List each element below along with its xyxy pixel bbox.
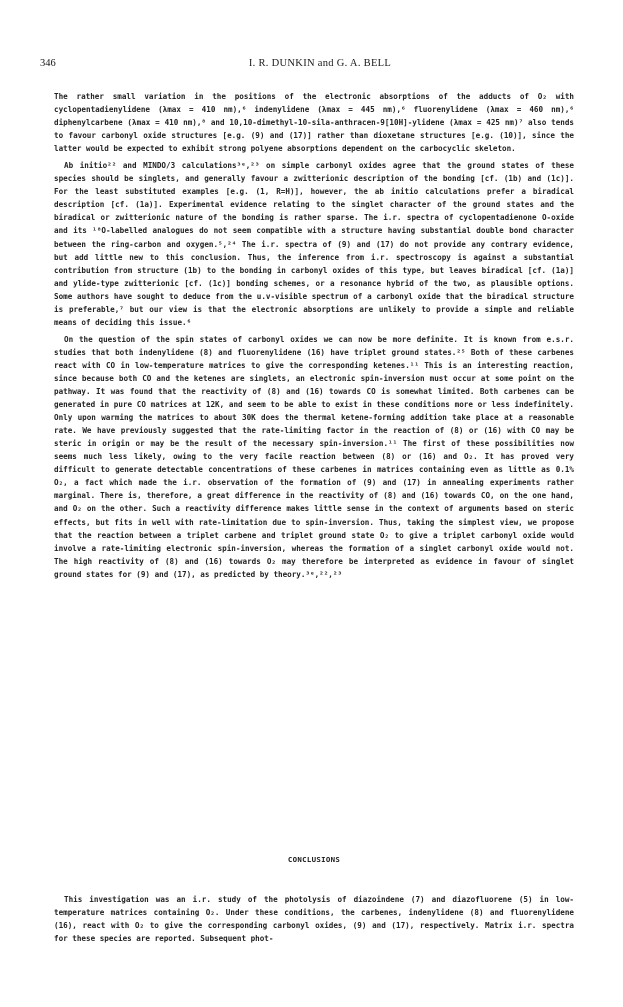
paragraph-conclusions: This investigation was an i.r. study of the photolysis of diazoindene (7) and diazofluorene (5) in low-temperature matrices containing O₂. Under these conditions, the carbenes, indenylidene (8) and fluorenylidene (16), react with O₂ to give the corresponding carbonyl oxides, (9) and (17), respectively. Matrix i.r. spectra for these species are reported. Subsequent phot- xyxy=(54,895,574,944)
paragraph-electronic-absorptions: The rather small variation in the positions of the electronic absorptions of the adducts of O₂ with cyclopentadienylidene (λmax = 410 nm),⁶ indenylidene (λmax = 445 nm),⁶ fluorenylidene (λmax = 460 nm),⁶ diphenylcarbene (λmax = 410 nm),⁸ and 10,10-dimethyl-10-sila-anthracen-9[10H]-ylidene (λmax = 425 nm)⁷ also tends to favour carbonyl oxide structures [e.g. (9) and (17)] rather than dioxetane structures [e.g. (10)], since the latter would be expected to exhibit strong polyene absorptions dependent on the carbocyclic skeleton. xyxy=(54,92,574,154)
page-number: 346 xyxy=(40,58,56,69)
paragraph-ab-initio: Ab initio²² and MINDO/3 calculations³ᵉ,²³ on simple carbonyl oxides agree that the ground states of these species should be singlets, and generally favour a zwitterionic description of the bonding [cf. (1b) and (1c)]. For the least substituted examples [e.g. (1, R=H)], however, the ab initio calculations prefer a biradical description [cf. (1a)]. Experimental evidence relating to the singlet character of the ground states and the biradical or zwitterionic nature of the bonding is rather sparse. The i.r. spectra of cyclopentadienone O-oxide and its ¹⁸O-labelled analogues do not seem compatible with a structure having substantial double bond character between the ring-carbon and oxygen.⁵,²⁴ The i.r. spectra of (9) and (17) do not provide any contrary evidence, but add little new to this conclusion. Thus, the inference from i.r. spectroscopy is against a substantial contribution from structure (1b) to the bonding in carbonyl oxides of this type, but leaves biradical [cf. (1a)] and ylide-type zwitterionic [cf. (1c)] bonding schemes, or a resonance hybrid of the two, as plausible options. Some authors have sought to deduce from the u.v-visible spectrum of a carbonyl oxide that the biradical structure is preferable,⁷ but our view is that the electronic absorptions are unlikely to provide a simple and reliable means of deciding this issue.⁶ xyxy=(54,161,574,327)
running-header-authors: I. R. DUNKIN and G. A. BELL xyxy=(248,58,392,69)
body-text xyxy=(54,90,574,581)
running-header xyxy=(40,58,600,72)
paragraph-spin-states: On the question of the spin states of carbonyl oxides we can now be more definite. It is known from e.s.r. studies that both indenylidene (8) and fluorenylidene (16) have triplet ground states.²⁵ Both of these carbenes react with CO in low-temperature matrices to give the corresponding ketenes.¹¹ This is an interesting reaction, since because both CO and the ketenes are singlets, an electronic spin-inversion must occur at some point on the pathway. It was found that the reactivity of (8) and (16) towards CO is somewhat limited. Both carbenes can be generated in pure CO matrices at 12K, and seem to be able to exist in these conditions more or less indefinitely. Only upon warming the matrices to about 30K does the thermal ketene-forming addition take place at a reasonable rate. We have previously suggested that the rate-limiting factor in the reaction of (8) or (16) with CO may be steric in origin or may be the result of the necessary spin-inversion.¹¹ The first of these possibilities now seems much less likely, owing to the very facile reaction between (8) or (16) and O₂. It has proved very difficult to generate detectable concentrations of these carbenes in matrices containing even as little as 0.1% O₂, a fact which made the i.r. observation of the formation of (9) and (17) in annealing experiments rather marginal. There is, therefore, a great difference in the reactivity of (8) and (16) towards CO, on the one hand, and O₂ on the other. Such a reactivity difference makes little sense in the context of arguments based on steric effects, but fits in well with rate-limitation due to spin-inversion. Thus, taking the simplest view, we propose that the reaction between a triplet carbene and triplet ground state O₂ to give a triplet carbonyl oxide would involve a rate-limiting electronic spin-inversion, whereas the formation of a singlet carbonyl oxide would not. The high reactivity of (8) and (16) towards O₂ may therefore be interpreted as evidence in favour of singlet ground states for (9) and (17), as predicted by theory.³ᵉ,²²,²³ xyxy=(54,334,574,579)
conclusions-text xyxy=(54,893,574,945)
section-heading-conclusions: CONCLUSIONS xyxy=(287,855,341,864)
